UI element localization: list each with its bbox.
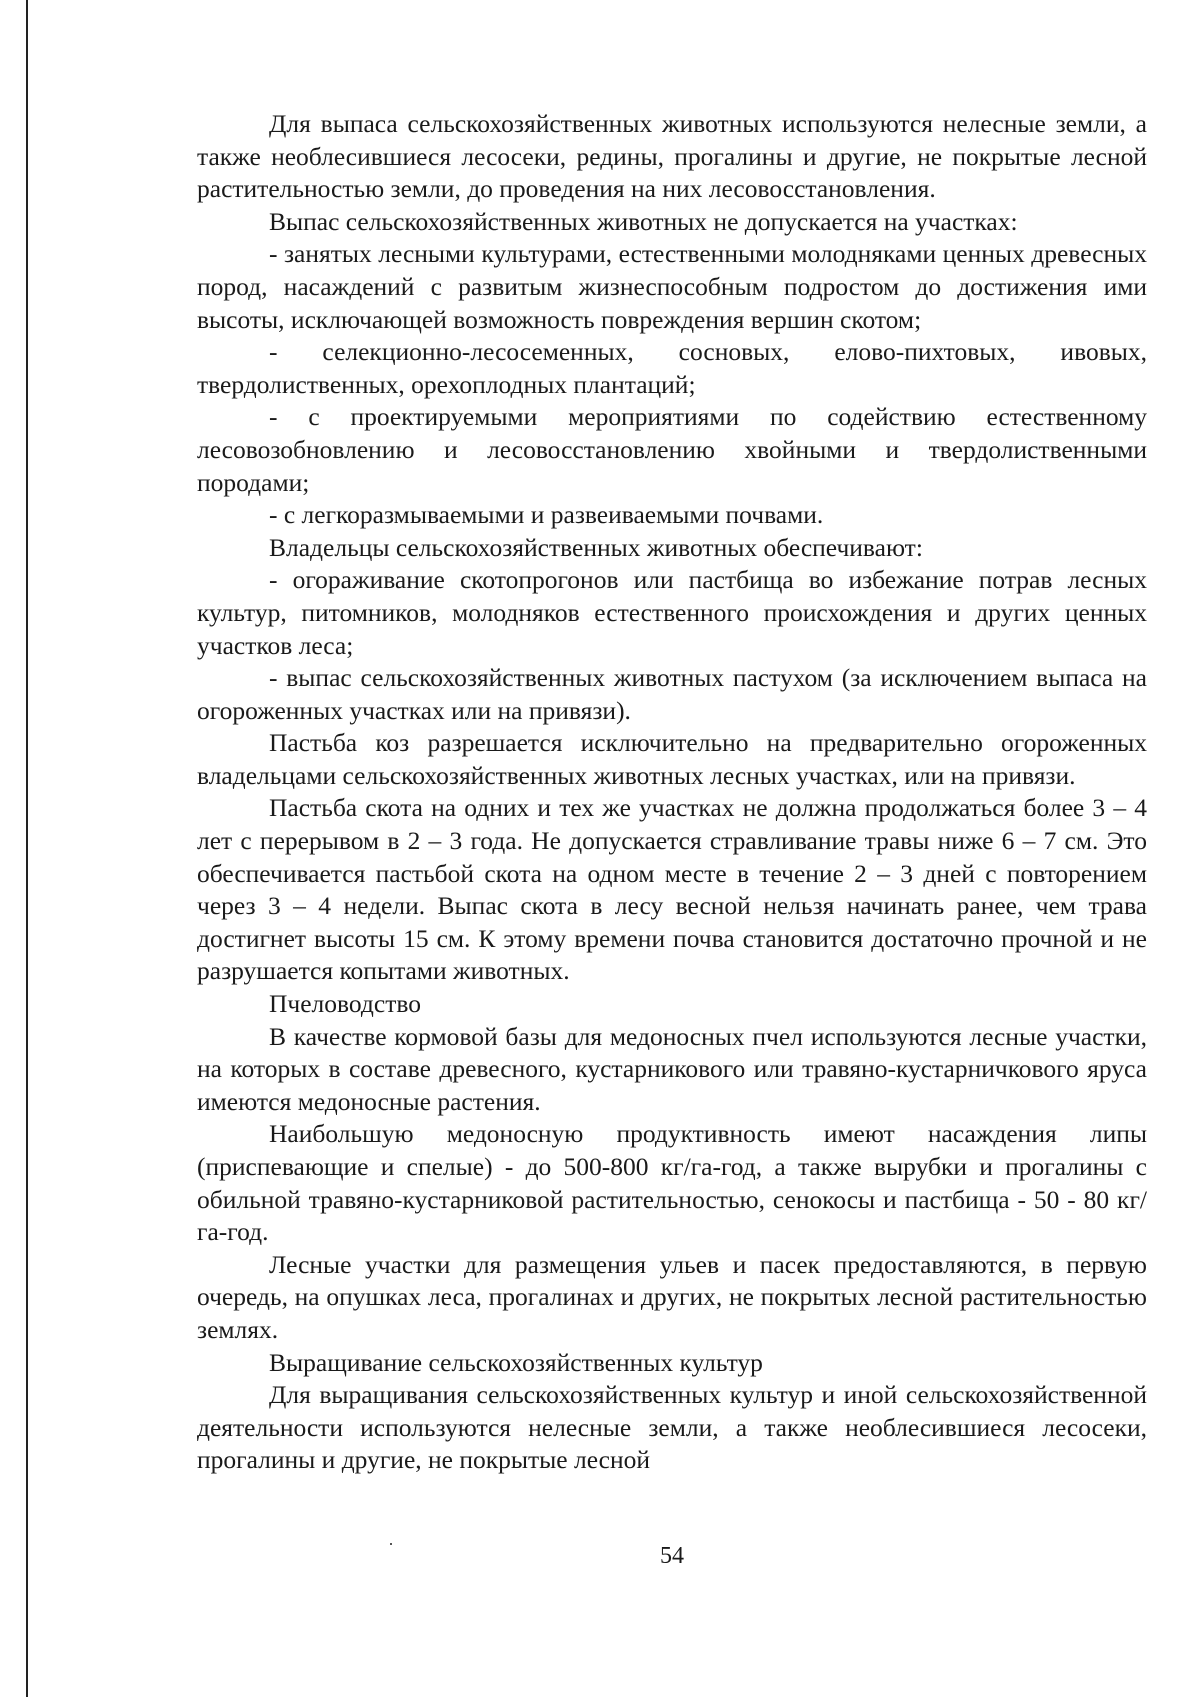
list-item-fencing: - огораживание скотопрогонов или пастбища во избежание потрав лесных культур, питомников, молодняков естественного происхождения и других ценных участков леса; [197,565,1147,660]
paragraph-crops: Для выращивания сельскохозяйственных культур и иной сельскохозяйственной деятельности используются нелесные земли, а также необлесившиеся лесосеки, прогалины и другие, не покрытые лесной [197,1380,1147,1475]
section-heading-crops: Выращивание сельскохозяйственных культур [269,1347,763,1377]
list-item-shepherd: - выпас сельскохозяйственных животных пастухом (за исключением выпаса на огороженных участках или на привязи). [197,663,1147,725]
paragraph-goats: Пастьба коз разрешается исключительно на предварительно огороженных владельцами сельскохозяйственных животных лесных участках, или на привязи. [197,728,1147,790]
list-item-forest-cultures: - занятых лесными культурами, естественными молодняками ценных древесных пород, насаждений с развитым жизнеспособным подростом до достижения ими высоты, исключающей возможность повреждения вершин скотом; [197,239,1147,334]
page-number: 54 [660,1543,684,1569]
paragraph-honey-base: В качестве кормовой базы для медоносных пчел используются лесные участки, на которых в составе древесного, кустарникового или травяно-кустарничкового яруса имеются медоносные растения. [197,1021,1147,1116]
paragraph-honey-productivity: Наибольшую медоносную продуктивность имеют насаждения липы (приспевающие и спелые) - до 500-800 кг/га-год, а также вырубки и прогалины с обильной травяно-кустарниковой растительностью, сенокосы и пастбища - 50 - 80 кг/га-год. [197,1119,1147,1247]
paragraph-grazing-prohibited: Выпас сельскохозяйственных животных не допускается на участках: [269,206,1018,236]
scan-edge-line [26,0,28,1697]
list-item-plantations: - селекционно-лесосеменных, сосновых, елово-пихтовых, ивовых, твердолиственных, орехоплодных плантаций; [197,337,1147,399]
paragraph-grazing-lands: Для выпаса сельскохозяйственных животных используются нелесные земли, а также необлесившиеся лесосеки, редины, прогалины и другие, не покрытые лесной растительностью земли, до проведения на них лесовосстановления. [197,109,1147,204]
paragraph-grazing-rotation: Пастьба скота на одних и тех же участках не должна продолжаться более 3 – 4 лет с перерывом в 2 – 3 года. Не допускается стравливание травы ниже 6 – 7 см. Это обеспечивается пастьбой скота на одном месте в течение 2 – 3 дней с повторением через 3 – 4 недели. Выпас скота в лесу весной нельзя начинать ранее, чем трава достигнет высоты 15 см. К этому времени почва становится достаточно прочной и не разрушается копытами животных. [197,793,1147,986]
list-item-reforestation: - с проектируемыми мероприятиями по содействию естественному лесовозобновлению и лесовосстановлению хвойными и твердолиственными породами; [197,402,1147,497]
paragraph-owners-ensure: Владельцы сельскохозяйственных животных обеспечивают: [269,532,923,562]
list-item-erodible-soils: - с легкоразмываемыми и развеиваемыми почвами. [269,500,824,530]
paragraph-apiaries: Лесные участки для размещения ульев и пасек предоставляются, в первую очередь, на опушках леса, прогалинах и других, не покрытых лесной растительностью землях. [197,1249,1147,1344]
document-page [197,108,1147,1477]
section-heading-beekeeping: Пчеловодство [269,989,421,1019]
